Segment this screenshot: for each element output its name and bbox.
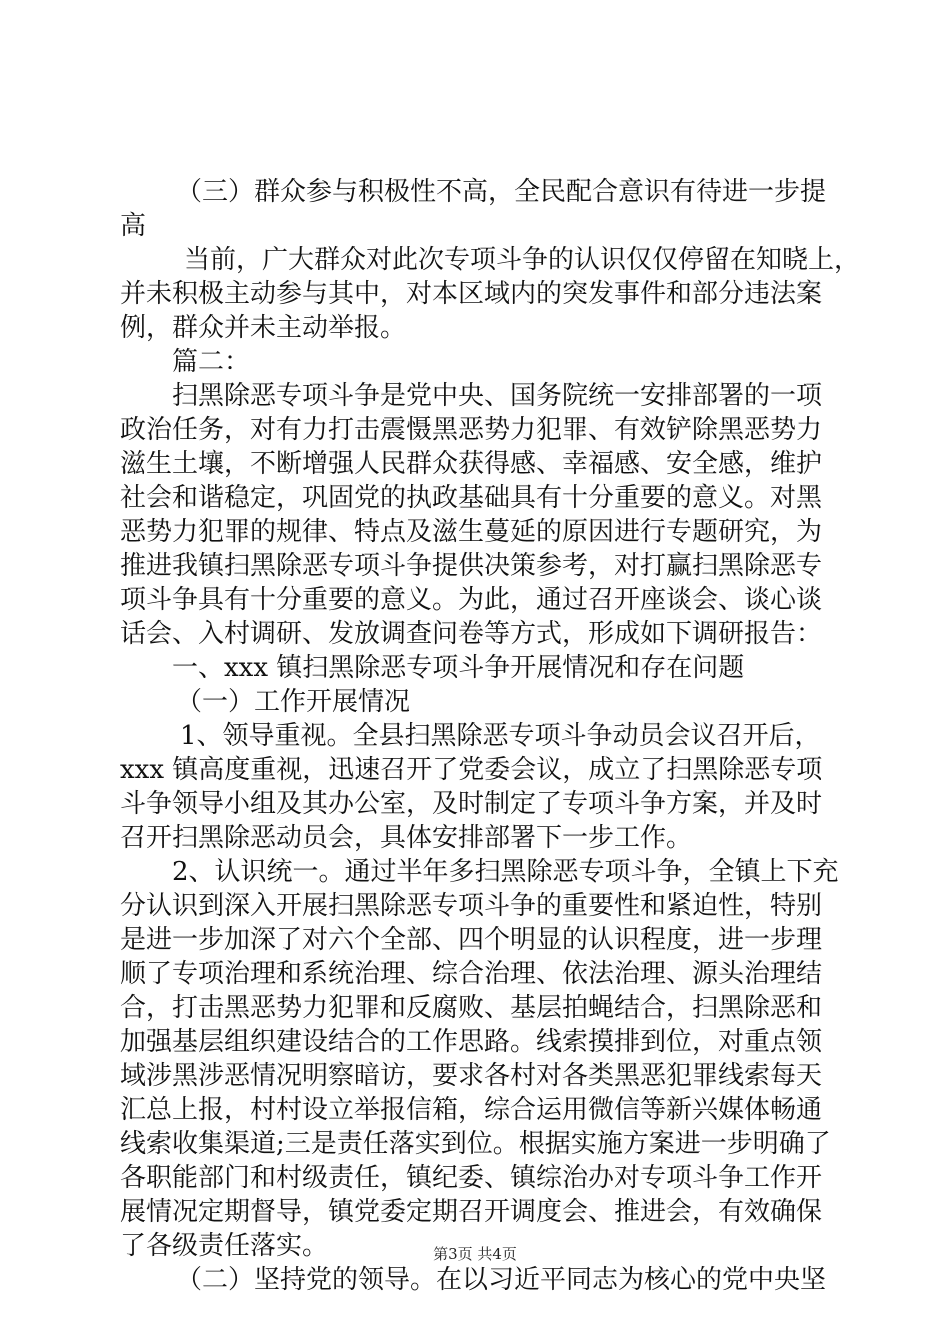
text-line: 分认识到深入开展扫黑除恶专项斗争的重要性和紧迫性，特别 — [120, 891, 823, 921]
text-line: 是进一步加深了对六个全部、四个明显的认识程度，进一步理 — [120, 925, 823, 955]
text-line: 政治任务，对有力打击震慑黑恶势力犯罪、有效铲除黑恶势力 — [120, 415, 823, 445]
text-line: 1、领导重视。全县扫黑除恶专项斗争动员会议召开后， — [180, 721, 821, 751]
text-line: 了各级责任落实。 — [120, 1231, 329, 1261]
text-line: 斗争领导小组及其办公室，及时制定了专项斗争方案，并及时 — [120, 789, 823, 819]
text-line: 展情况定期督导，镇党委定期召开调度会、推进会，有效确保 — [120, 1197, 823, 1227]
text-line: 2、认识统一。通过半年多扫黑除恶专项斗争，全镇上下充 — [172, 857, 839, 887]
text-line: 加强基层组织建设结合的工作思路。线索摸排到位，对重点领 — [120, 1027, 823, 1057]
text-line: 恶势力犯罪的规律、特点及滋生蔓延的原因进行专题研究，为 — [120, 517, 823, 547]
text-line: 话会、入村调研、发放调查问卷等方式，形成如下调研报告： — [120, 619, 823, 649]
text-line: 扫黑除恶专项斗争是党中央、国务院统一安排部署的一项 — [172, 381, 823, 411]
text-line: xxx 镇高度重视，迅速召开了党委会议，成立了扫黑除恶专项 — [120, 755, 823, 785]
text-line: 召开扫黑除恶动员会，具体安排部署下一步工作。 — [120, 823, 693, 853]
text-line: 社会和谐稳定，巩固党的执政基础具有十分重要的意义。对黑 — [120, 483, 823, 513]
text-line: 推进我镇扫黑除恶专项斗争提供决策参考，对打赢扫黑除恶专 — [120, 551, 823, 581]
text-line: 高 — [120, 211, 147, 241]
page-footer: 第3页 共4页 — [433, 1245, 517, 1263]
text-line: 并未积极主动参与其中，对本区域内的突发事件和部分违法案 — [120, 279, 823, 309]
text-line: 域涉黑涉恶情况明察暗访，要求各村对各类黑恶犯罪线索每天 — [120, 1061, 823, 1091]
subheading-line: （一）工作开展情况 — [176, 687, 411, 717]
text-line: 合，打击黑恶势力犯罪和反腐败、基层拍蝇结合，扫黑除恶和 — [120, 993, 823, 1023]
text-line: 项斗争具有十分重要的意义。为此，通过召开座谈会、谈心谈 — [120, 585, 823, 615]
text-line: 线索收集渠道;三是责任落实到位。根据实施方案进一步明确了 — [120, 1129, 831, 1159]
text-line: 当前，广大群众对此次专项斗争的认识仅仅停留在知晓上， — [184, 245, 861, 275]
text-line: 滋生土壤，不断增强人民群众获得感、幸福感、安全感，维护 — [120, 449, 823, 479]
document-body — [120, 175, 861, 1297]
text-line: 汇总上报，村村设立举报信箱，综合运用微信等新兴媒体畅通 — [120, 1095, 823, 1125]
heading-line: （三）群众参与积极性不高，全民配合意识有待进一步提 — [176, 177, 827, 207]
heading-line: 一、xxx 镇扫黑除恶专项斗争开展情况和存在问题 — [172, 653, 745, 683]
section-label: 篇二： — [172, 347, 251, 377]
subheading-line: （二）坚持党的领导。在以习近平同志为核心的党中央坚 — [176, 1265, 827, 1295]
text-line: 各职能部门和村级责任，镇纪委、镇综治办对专项斗争工作开 — [120, 1163, 823, 1193]
text-line: 顺了专项治理和系统治理、综合治理、依法治理、源头治理结 — [120, 959, 823, 989]
text-line: 例，群众并未主动举报。 — [120, 313, 407, 343]
